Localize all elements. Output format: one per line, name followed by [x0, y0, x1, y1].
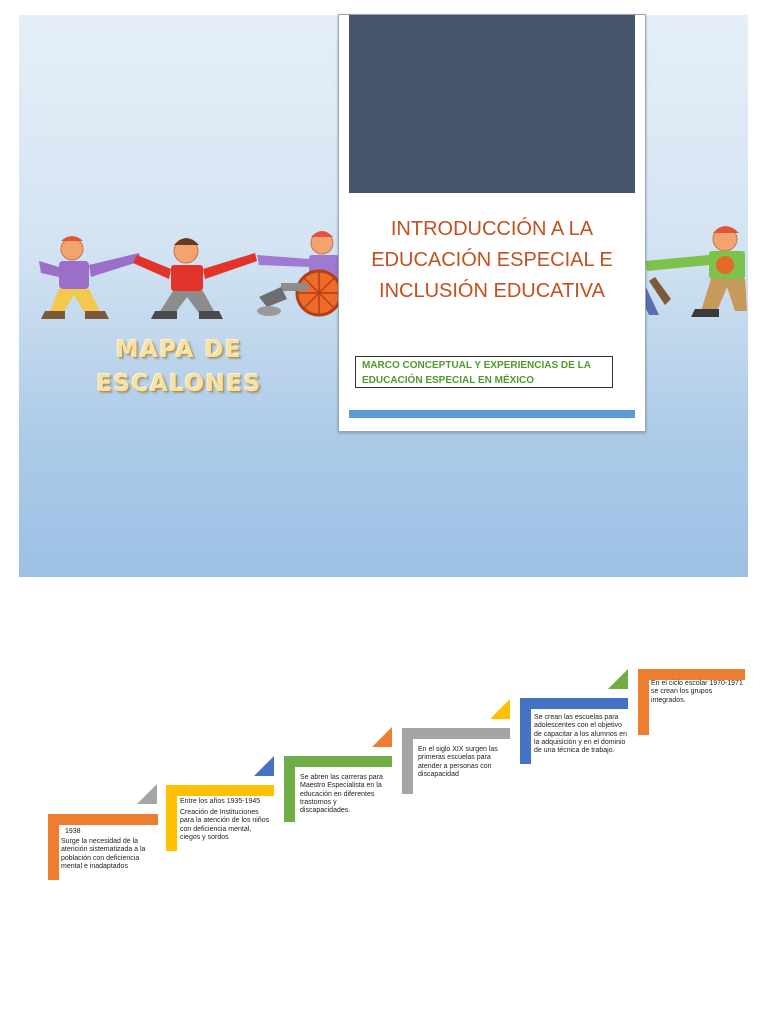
step-triangle: [254, 756, 274, 776]
timeline-step-1: [48, 814, 160, 880]
step-side-bar: [284, 756, 295, 822]
timeline-step-3: [284, 756, 396, 822]
step-text: Se crean las escuelas para adolescentes con el objetivo de capacitar a los alumnos en la adquisición y en el dominio de una técnica de trabajo.: [534, 714, 627, 755]
card-subtitle-line-2: EDUCACIÓN ESPECIAL EN MÉXICO: [362, 375, 535, 386]
step-top-bar: [284, 756, 392, 767]
card-subtitle-box: [355, 356, 613, 388]
step-triangle: [137, 784, 157, 804]
step-side-bar: [638, 669, 649, 735]
timeline-step-6: [638, 669, 748, 735]
child-in-wheelchair-figure: [257, 231, 341, 316]
step-top-bar: [48, 814, 158, 825]
map-title-line-2: ESCALONES: [96, 371, 262, 397]
step-triangle: [490, 699, 510, 719]
child-figure-4: [645, 226, 747, 317]
timeline-step-2: [166, 785, 278, 851]
step-top-bar: [638, 669, 745, 680]
card-title: [349, 214, 635, 307]
step-text: Se abren las carreras para Maestro Especialista en la educación en diferentes trastornos y discapacidades.: [300, 774, 383, 815]
card-title-line-2: EDUCACIÓN ESPECIAL E: [371, 249, 613, 271]
map-title: [79, 333, 279, 401]
step-top-bar: [166, 785, 274, 796]
step-side-bar: [402, 728, 413, 794]
step-top-bar: [402, 728, 510, 739]
step-side-bar: [520, 698, 531, 764]
step-text: En el ciclo escolar 1970-1971 se crean los grupos integrados.: [651, 680, 743, 704]
card-subtitle-line-1: MARCO CONCEPTUAL Y EXPERIENCIAS DE LA: [362, 360, 591, 371]
step-top-bar: [520, 698, 628, 709]
step-year: Entre los años 1935-1945: [180, 798, 261, 805]
card-accent-bar: [349, 410, 635, 418]
title-card: [338, 14, 646, 432]
step-triangle: [372, 727, 392, 747]
child-figure-2: [133, 238, 257, 319]
card-title-line-3: INCLUSIÓN EDUCATIVA: [379, 280, 605, 302]
step-year: 1938: [65, 828, 81, 835]
map-title-line-1: MAPA DE: [115, 337, 243, 363]
timeline-step-5: [520, 698, 632, 764]
step-side-bar: [48, 814, 59, 880]
card-title-line-1: INTRODUCCIÓN A LA: [390, 218, 594, 240]
card-header-block: [349, 15, 635, 193]
child-figure-1: [39, 236, 141, 319]
step-text: Creación de Instituciones para la atención de los niños con deficiencia mental, ciegos y sordos: [180, 809, 270, 841]
step-side-bar: [166, 785, 177, 851]
step-text: En el siglo XIX surgen las primeras escuelas para atender a personas con discapacidad: [418, 746, 498, 778]
timeline-step-4: [402, 728, 514, 794]
step-triangle: [608, 669, 628, 689]
step-text: Surge la necesidad de la atención sistematizada a la población con deficiencia mental e inadaptados: [61, 838, 146, 870]
